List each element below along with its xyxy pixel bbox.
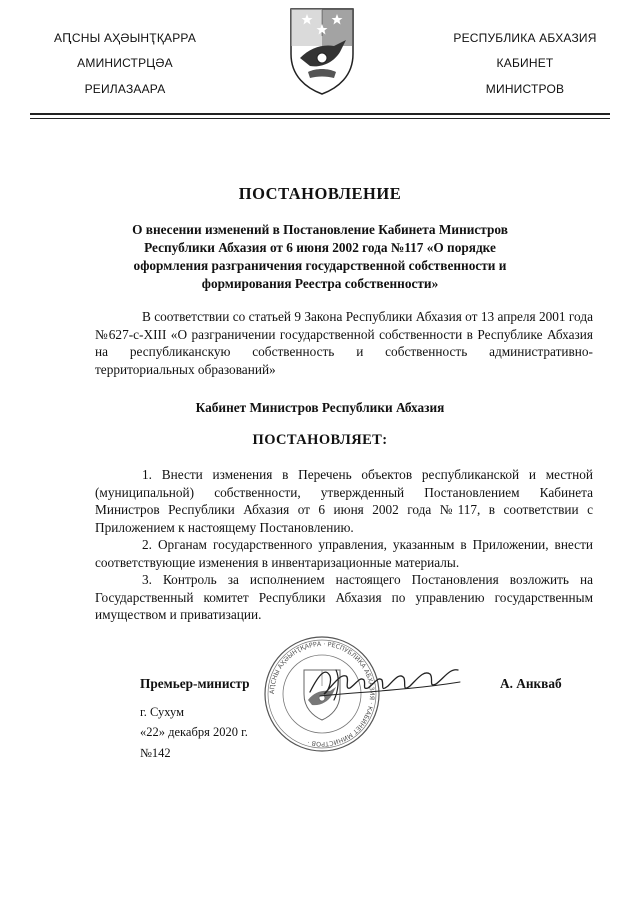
city: г. Сухум (140, 705, 185, 719)
document-title: ПОСТАНОВЛЕНИЕ (238, 184, 402, 203)
item-2 (95, 536, 593, 571)
document-subject: О внесении изменений в Постановление Кабинета Министров Республики Абхазия от 6 июня 2002 года №117 «О порядке оформления разграничения государственной собственности и формирования Реестра собственности» (132, 222, 508, 291)
item-1 (95, 466, 593, 536)
document-date: «22» декабря 2020 г. (140, 725, 248, 739)
header-left-line-2: АМИНИСТРЦӘА (77, 56, 173, 70)
item-3-text: 3. Контроль за исполнением настоящего Постановления возложить на Государственный комитет Республики Абхазия по управлению государственным имуществом и приватизации. (95, 572, 593, 622)
state-emblem-icon (288, 6, 356, 96)
header-left-line-1: АԤСНЫ АҲӘЫНҬҚАРРА (53, 31, 197, 45)
header-right-line-1: РЕСПУБЛИКА АБХАЗИЯ (453, 31, 597, 45)
handwritten-signature-icon (300, 662, 480, 706)
item-1-text: 1. Внести изменения в Перечень объектов республиканской и местной (муниципальной) собственности, утвержденный Постановлением Кабинета Министров Республики Абхазия от 6 июня 2002 года №117, в соответствии с Приложением к настоящему Постановлению. (95, 467, 593, 535)
header-rule-thin (30, 118, 610, 119)
header-left-line-3: РЕИЛАЗААРА (84, 82, 166, 96)
document-number: №142 (140, 746, 171, 760)
issuer-heading: Кабинет Министров Республики Абхазия (195, 400, 445, 415)
header-right-line-3: МИНИСТРОВ (485, 82, 565, 96)
preamble-text: В соответствии со статьей 9 Закона Республики Абхазия от 13 апреля 2001 года №627-с-XIII «О разграничении государственной собственности в Республике Абхазия на республиканскую собственность и собственность административно-территориальных образований» (95, 309, 593, 377)
preamble-paragraph (95, 308, 593, 378)
item-2-text: 2. Органам государственного управления, указанным в Приложении, внести соответствующие изменения в инвентаризационные материалы. (95, 537, 593, 570)
signatory-name: А. Анкваб (500, 676, 562, 691)
header-right-line-2: КАБИНЕТ (496, 56, 554, 70)
item-3 (95, 571, 593, 624)
seal-ring-text: АԤСНЫ АҲӘЫНҬҚАРРА · РЕСПУБЛИКА АБХАЗИЯ · КАБИНЕТ МИНИСТРОВ · (268, 640, 376, 748)
header-rule-thick (30, 113, 610, 115)
resolves-heading: ПОСТАНОВЛЯЕТ: (252, 432, 388, 448)
signatory-position: Премьер-министр (140, 676, 250, 691)
